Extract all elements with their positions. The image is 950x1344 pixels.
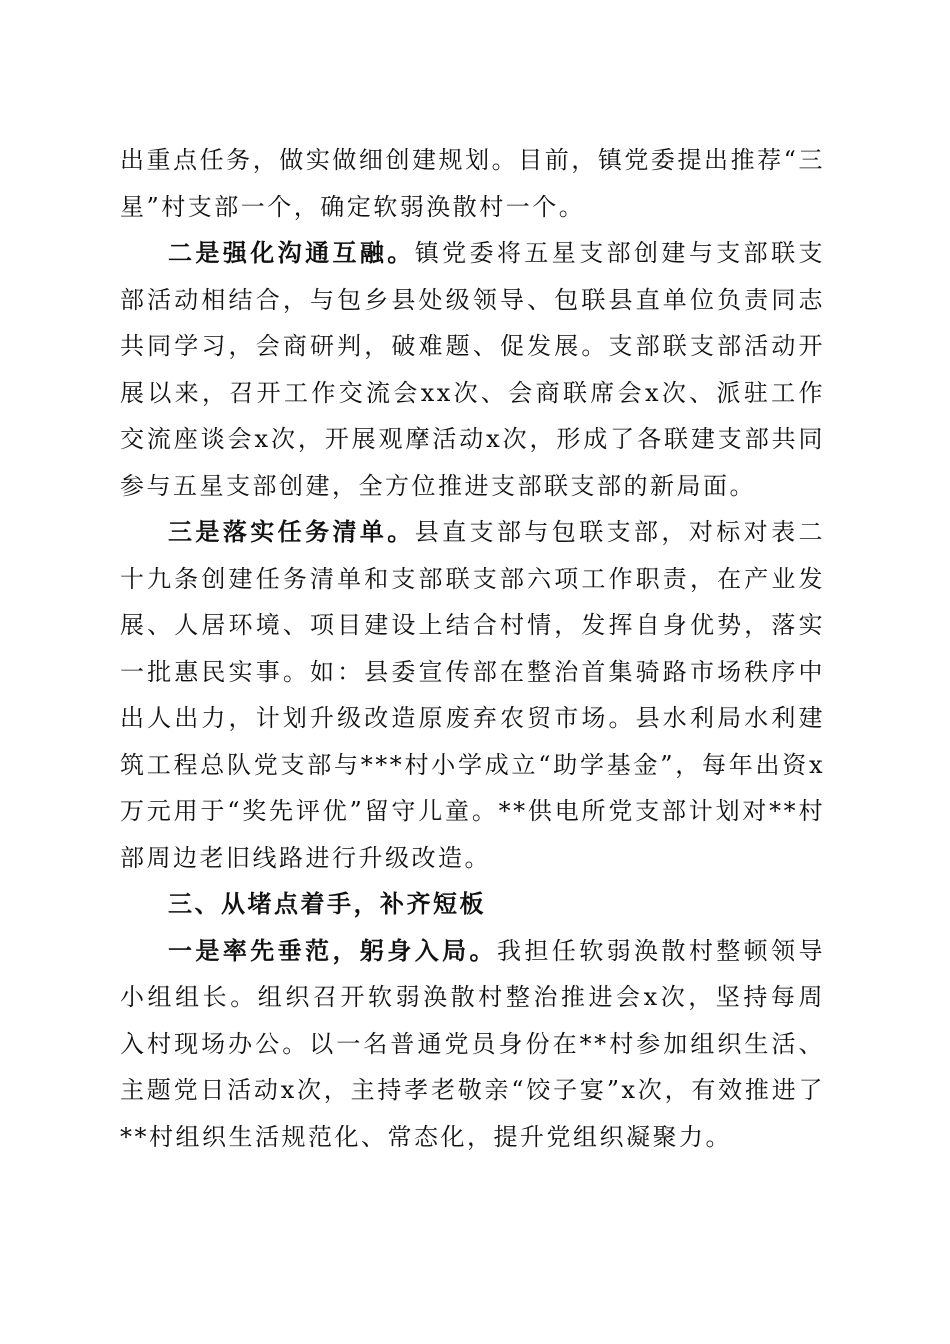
section-heading: 三、从堵点着手，补齐短板 bbox=[168, 890, 486, 918]
paragraph-task-list bbox=[120, 509, 825, 881]
paragraph-strengthen-communication bbox=[120, 230, 825, 509]
paragraph-text: 县直支部与包联支部，对标对表二十九条创建任务清单和支部联支部六项工作职责，在产业发展、人居环境、项目建设上结合村情，发挥自身优势，落实一批惠民实事。如：县委宣传部在整治首集骑路市场秩序中出人出力，计划升级改造原废弃农贸市场。县水利局水利建筑工程总队党支部与***村小学成立“助学基金”，每年出资x万元用于“奖先评优”留守儿童。**供电所党支部计划对**村部周边老旧线路进行升级改造。 bbox=[120, 518, 826, 872]
paragraph-text: 出重点任务，做实做细创建规划。目前，镇党委提出推荐“三星”村支部一个，确定软弱涣散村一个。 bbox=[120, 146, 825, 221]
paragraph-lead: 二是强化沟通互融。 bbox=[168, 238, 415, 267]
paragraph-lead-by-example bbox=[120, 928, 825, 1161]
paragraph-lead: 一是率先垂范，躬身入局。 bbox=[168, 935, 497, 965]
paragraph-continuation bbox=[120, 137, 825, 230]
document-body bbox=[120, 137, 825, 1160]
paragraph-text: 我担任软弱涣散村整顿领导小组组长。组织召开软弱涣散村整治推进会x次，坚持每周入村现场办公。以一名普通党员身份在**村参加组织生活、主题党日活动x次，主持孝老敬亲“饺子宴”x次，有效推进了**村组织生活规范化、常态化，提升党组织凝聚力。 bbox=[120, 936, 826, 1151]
paragraph-lead: 三是落实任务清单。 bbox=[168, 517, 415, 546]
paragraph-text: 镇党委将五星支部创建与支部联支部活动相结合，与包乡县处级领导、包联县直单位负责同志共同学习，会商研判，破难题、促发展。支部联支部活动开展以来，召开工作交流会xx次、会商联席会x次、派驻工作交流座谈会x次，开展观摩活动x次，形成了各联建支部共同参与五星支部创建，全方位推进支部联支部的新局面。 bbox=[120, 239, 826, 500]
